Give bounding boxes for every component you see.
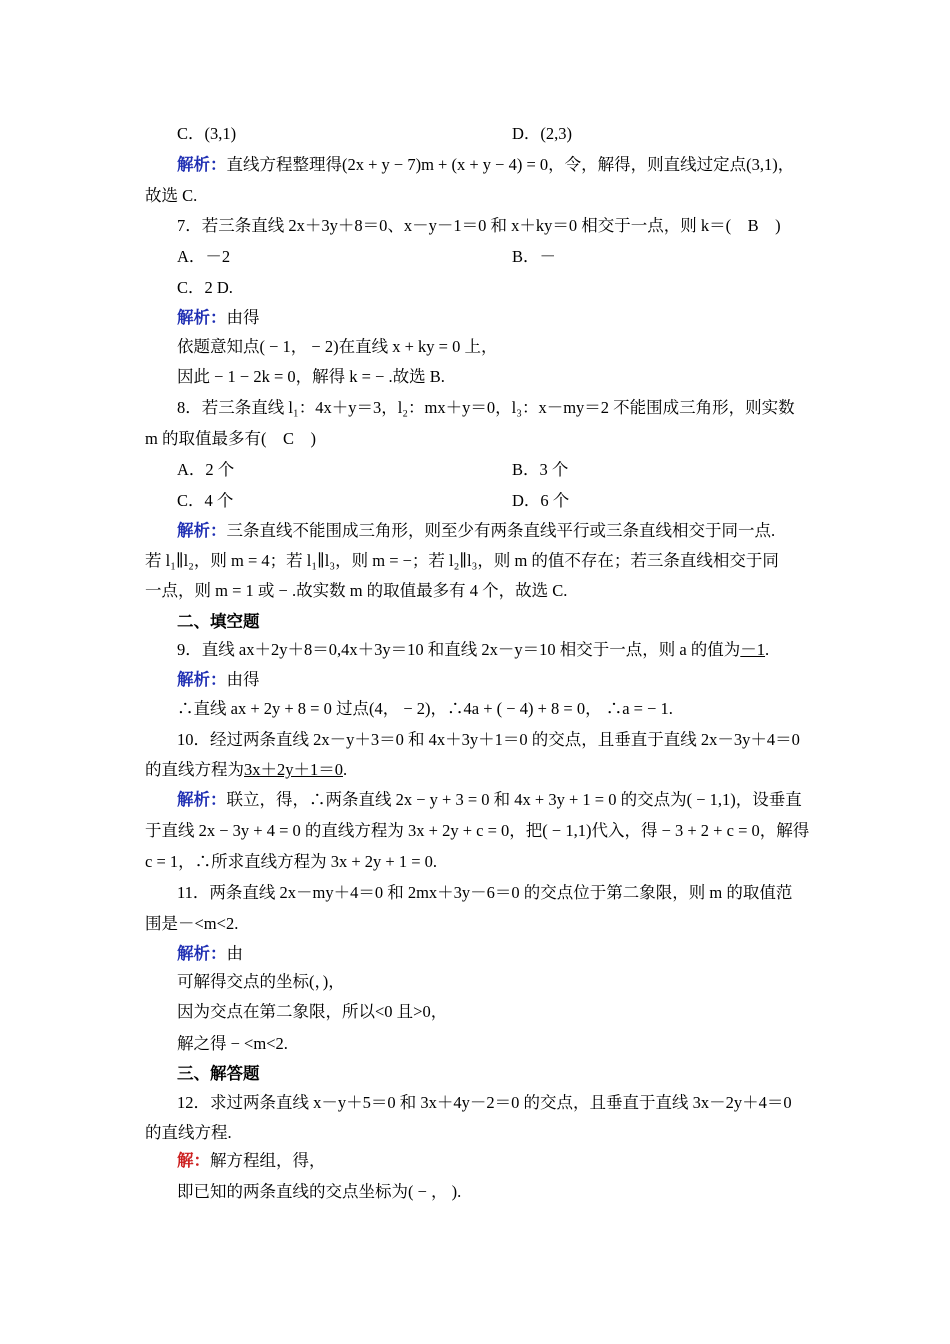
option-c: C．2 D. bbox=[177, 278, 233, 297]
solution-line: 解析：直线方程整理得(2x + y − 7)m + (x + y − 4) = 0，令，解得，则直线过定点(3,1)， bbox=[177, 155, 795, 174]
question-8: m 的取值最多有( C ) bbox=[145, 429, 316, 448]
option-d: D．6 个 bbox=[512, 491, 570, 510]
section-heading: 三、解答题 bbox=[177, 1064, 260, 1083]
solution-line: 故选 C. bbox=[145, 186, 198, 205]
solution-line: 解析：由得 bbox=[177, 308, 260, 327]
solution-line: 依题意知点( − 1， − 2)在直线 x + ky = 0 上， bbox=[177, 337, 498, 356]
solution-line: 解析：由 bbox=[177, 944, 243, 963]
solution-line: 一点，则 m = 1 或 − .故实数 m 的取值最多有 4 个，故选 C. bbox=[145, 581, 568, 600]
solution-label: 解析： bbox=[177, 308, 227, 327]
solution-line: 即已知的两条直线的交点坐标为( − ， ). bbox=[177, 1182, 462, 1201]
option-a: A．－2 bbox=[177, 247, 231, 266]
solution-line: 解析：联立，得，∴两条直线 2x − y + 3 = 0 和 4x + 3y + 1 = 0 的交点为( − 1,1)，设垂直 bbox=[177, 790, 802, 809]
solution-line: 解析：由得 bbox=[177, 670, 260, 689]
question-12: 的直线方程. bbox=[145, 1123, 232, 1142]
solution-line: 可解得交点的坐标(，)， bbox=[177, 972, 345, 991]
solution-line: ∴直线 ax + 2y + 8 = 0 过点(4， − 2)，∴4a + ( − 4) + 8 = 0， ∴a = − 1. bbox=[177, 699, 673, 718]
option-c: C．4 个 bbox=[177, 491, 234, 510]
option-d: D．(2,3) bbox=[512, 124, 573, 143]
solution-label: 解析： bbox=[177, 670, 227, 689]
solution-line: 解析：三条直线不能围成三角形，则至少有两条直线平行或三条直线相交于同一点. bbox=[177, 521, 776, 540]
question-8: 8．若三条直线 l₁：4x＋y＝3，l₂：mx＋y＝0，l₃：x－my＝2 不能围成三角形，则实数 bbox=[177, 398, 795, 417]
answer-underline: －1 bbox=[740, 640, 766, 659]
solution-label: 解析： bbox=[177, 790, 227, 809]
solution-line: 因为交点在第二象限，所以<0 且>0， bbox=[177, 1002, 448, 1021]
solution-line: 于直线 2x − 3y + 4 = 0 的直线方程为 3x + 2y + c = 0，把( − 1,1)代入，得 − 3 + 2 + c = 0，解得 bbox=[145, 821, 810, 840]
solution-label: 解析： bbox=[177, 944, 227, 963]
solution-line: c = 1，∴所求直线方程为 3x + 2y + 1 = 0. bbox=[145, 852, 438, 871]
question-10: 10．经过两条直线 2x－y＋3＝0 和 4x＋3y＋1＝0 的交点，且垂直于直线 2x－3y＋4＝0 bbox=[177, 730, 800, 749]
solution-line: 解之得 − <m<2. bbox=[177, 1034, 288, 1053]
answer-underline: 3x＋2y＋1＝0 bbox=[244, 760, 343, 779]
question-7: 7．若三条直线 2x＋3y＋8＝0、x－y－1＝0 和 x＋ky＝0 相交于一点，则 k＝( B ) bbox=[177, 216, 781, 235]
answer-label: 解： bbox=[177, 1151, 210, 1170]
solution-line: 解：解方程组，得， bbox=[177, 1151, 326, 1170]
section-heading: 二、填空题 bbox=[177, 612, 260, 631]
solution-line: 因此 − 1 − 2k = 0，解得 k = − .故选 B. bbox=[177, 367, 445, 386]
question-9: 9．直线 ax＋2y＋8＝0,4x＋3y＝10 和直线 2x－y＝10 相交于一点，则 a 的值为－1. bbox=[177, 640, 770, 659]
solution-line: 若 l₁∥l₂，则 m = 4；若 l₁∥l₃，则 m = −；若 l₂∥l₃，则 m 的值不存在；若三条直线相交于同 bbox=[145, 551, 779, 570]
option-c: C．(3,1) bbox=[177, 124, 237, 143]
option-a: A．2 个 bbox=[177, 460, 235, 479]
option-b: B．－ bbox=[512, 247, 557, 266]
option-b: B．3 个 bbox=[512, 460, 569, 479]
question-12: 12．求过两条直线 x－y＋5＝0 和 3x＋4y－2＝0 的交点，且垂直于直线 3x－2y＋4＝0 bbox=[177, 1093, 792, 1112]
question-11: 围是－<m<2. bbox=[145, 914, 239, 933]
question-11: 11．两条直线 2x－my＋4＝0 和 2mx＋3y－6＝0 的交点位于第二象限，则 m 的取值范 bbox=[177, 883, 793, 902]
solution-label: 解析： bbox=[177, 155, 227, 174]
solution-label: 解析： bbox=[177, 521, 227, 540]
question-10: 的直线方程为3x＋2y＋1＝0. bbox=[145, 760, 348, 779]
